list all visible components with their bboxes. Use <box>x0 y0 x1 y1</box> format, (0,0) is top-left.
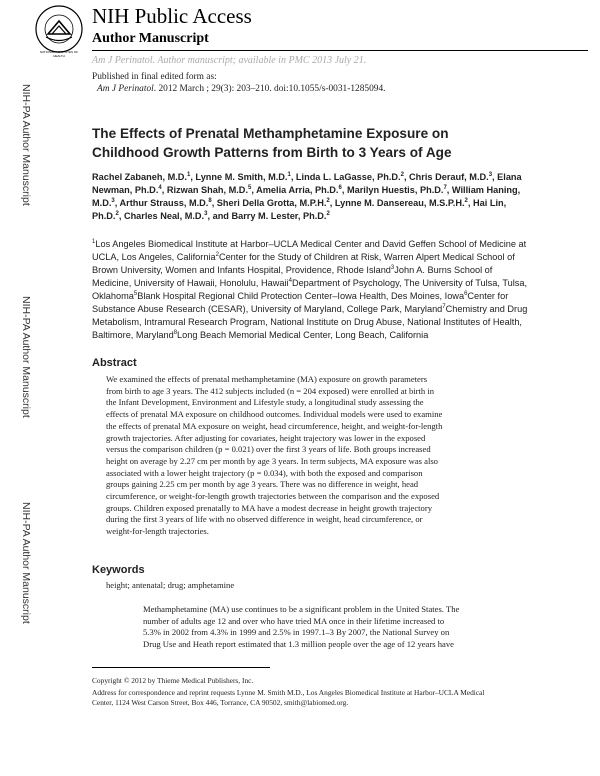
citation-rest: . 2012 March ; 29(3): 203–210. doi:10.1055/s-0031-1285094. <box>153 84 386 94</box>
abstract-line: circumference, or weight-for-length growth trajectories between the comparison and the exposed <box>106 491 440 502</box>
author-name: Sheri Della Grotta, M.P.H. <box>216 198 327 208</box>
abstract-heading: Abstract <box>92 357 137 369</box>
abstract-line: during the first 3 years of life with no observed difference in weight, head circumference, or <box>106 514 423 525</box>
abstract-line: weight-for-length trajectories. <box>106 526 209 537</box>
abstract-text <box>106 374 546 538</box>
author-name: Rachel Zabaneh, M.D. <box>92 172 187 182</box>
sidebar-label-1: NIH-PA Author Manuscript <box>20 84 32 206</box>
citation-journal: Am J Perinatol <box>97 84 154 94</box>
sidebar-label-2: NIH-PA Author Manuscript <box>20 296 32 418</box>
author-affiliation-marker: 7 <box>443 184 447 191</box>
author-affiliation-marker: 1 <box>287 171 291 178</box>
abstract-line: versus the comparison children (p = 0.021) over the first 3 years of life. Both groups increased <box>106 444 431 455</box>
author-name: William Haning, M.D. <box>92 185 521 208</box>
author-affiliation-marker: 2 <box>326 210 330 217</box>
author-affiliation-marker: 8 <box>208 197 212 204</box>
affiliation-marker: 3 <box>390 264 395 271</box>
article-title <box>92 124 452 162</box>
footnote-rule <box>92 667 270 668</box>
abstract-line: associated with a lower height trajectory (p = 0.034), with both the exposed and comparison <box>106 467 423 478</box>
abstract-line: effects of prenatal MA exposure on childhood outcomes. Individual models were used to examine <box>106 409 443 420</box>
affiliation-text: Blank Hospital Regional Child Protection Center–Iowa Health, Des Moines, Iowa <box>137 291 465 301</box>
intro-line: Drug Use and Heath report estimated that 1.3 million people over the age of 12 years have <box>143 639 454 650</box>
author-affiliation-marker: 3 <box>111 197 115 204</box>
header-rule <box>92 50 588 51</box>
abstract-line: the Infant Development, Environment and Lifestyle study, a longitudinal study assessing the <box>106 397 424 408</box>
keywords-heading: Keywords <box>92 564 145 576</box>
affiliation-marker: 5 <box>133 290 138 297</box>
author-name: Linda L. LaGasse, Ph.D. <box>295 172 401 182</box>
abstract-line: We examined the effects of prenatal methamphetamine (MA) exposure on growth parameters <box>106 374 428 384</box>
sidebar-label-3: NIH-PA Author Manuscript <box>20 502 32 624</box>
published-citation <box>97 84 386 94</box>
author-affiliation-marker: 1 <box>186 171 191 178</box>
correspondence-address <box>92 688 592 708</box>
affiliation-marker: 7 <box>442 303 446 310</box>
intro-line: 5.3% in 2002 from 4.3% in 1999 and 2.5% in 1997.1–3 By 2007, the National Survey on <box>143 627 450 638</box>
author-name: Barry M. Lester, Ph.D. <box>231 211 327 221</box>
keywords-text: height; antenatal; drug; amphetamine <box>106 580 235 590</box>
header-title: NIH Public Access <box>92 4 252 28</box>
logo-text: NATIONAL INSTITUTES OF HEALTH <box>39 50 78 58</box>
copyright: Copyright © 2012 by Thieme Medical Publishers, Inc. <box>92 676 254 685</box>
nih-seal-icon <box>34 4 84 54</box>
affiliation-marker: 6 <box>464 290 468 297</box>
affiliation-text: Department of Psychology, The University of Tulsa, Tulsa, Oklahoma <box>92 278 528 301</box>
affiliation-marker: 4 <box>288 277 292 284</box>
author-affiliation-marker: 5 <box>248 184 252 191</box>
author-affiliation-marker: 6 <box>338 184 342 191</box>
author-affiliation-marker: 3 <box>204 210 208 217</box>
author-name: Elana Newman, Ph.D. <box>92 172 522 195</box>
header-subtitle: Author Manuscript <box>92 31 209 46</box>
affiliation-marker: 2 <box>215 251 219 258</box>
abstract-line: the effects of prenatal MA exposure on weight, head circumference, height, and weight-for-length <box>106 420 443 431</box>
author-name: Lynne M. Smith, M.D. <box>195 172 288 182</box>
author-list: Rachel Zabaneh, M.D.$^1$, Lynne M. Smith, M.D.$^1$, Linda L. LaGasse, Ph.D.$^2$, Chris Derauf, M.D.$^3$, Elana Newman, Ph.D.$^4$, Rizwan Shah, M.D.$^5$, Amelia Arria, Ph.D.$^6$, Marilyn Huestis, Ph.D.$^7$, William Haning, M.D.$^3$, Arthur Strauss, M.D.$^8$, Sheri Della Grotta, M.P.H.$^2$, Lynne M. Dansereau, M.S.P.H.$^2$, Hai Lin, Ph.D.$^2$, Charles Neal, M.D.$^3$, and Barry M. Lester, Ph.D.$^2$ <box>92 171 522 221</box>
author-name: Charles Neal, M.D. <box>123 211 205 221</box>
affiliation-text: Center for Substance Abuse Research (CESAR), University of Maryland, College Park, Maryland <box>92 291 509 314</box>
address-line-2: Center, 1124 West Carson Street, Box 446, Torrance, CA 90502, smith@labiomed.org. <box>92 698 349 707</box>
author-affiliation-marker: 4 <box>158 184 162 191</box>
author-name: Rizwan Shah, M.D. <box>166 185 248 195</box>
title-line-1: The Effects of Prenatal Methamphetamine Exposure on <box>92 126 449 141</box>
affiliation-marker: 1 <box>92 238 96 245</box>
address-line-1: Address for correspondence and reprint requests Lynne M. Smith M.D., Los Angeles Biomedical Institute at Harbor–UCLA Medical <box>92 688 485 697</box>
affiliation-list <box>92 238 532 342</box>
affiliation-text: John A. Burns School of Medicine, University of Hawaii, Honolulu, Hawaii <box>92 265 493 288</box>
author-affiliation-marker: 2 <box>400 171 404 178</box>
author-affiliation-marker: 2 <box>326 197 330 204</box>
nih-logo <box>34 4 84 58</box>
author-affiliation-marker: 2 <box>115 210 119 217</box>
abstract-line: height on average by 2.27 cm per month by age 3 years. In term subjects, MA exposure was also <box>106 455 438 466</box>
author-name: Arthur Strauss, M.D. <box>119 198 209 208</box>
author-affiliation-marker: 3 <box>488 171 493 178</box>
published-label: Published in final edited form as: <box>92 72 217 82</box>
author-name: Hai Lin, Ph.D. <box>92 198 507 221</box>
intro-line: Methamphetamine (MA) use continues to be a significant problem in the United States. The <box>143 604 460 614</box>
abstract-line: groups. Children exposed prenatally to MA have a modest decrease in height growth trajectory <box>106 502 432 513</box>
affiliation-text: Los Angeles Biomedical Institute at Harbor–UCLA Medical Center and David Geffen School of Medicine at UCLA, Los Angeles, California <box>92 239 527 262</box>
title-line-2: Childhood Growth Patterns from Birth to 3 Years of Age <box>92 145 452 160</box>
abstract-line: from birth to age 3 years. The 412 subjects included (n = 204 exposed) were enrolled at birth in <box>106 385 435 396</box>
affiliation-text: Center for the Study of Children at Risk, Warren Alpert Medical School of Brown University, Women and Infants Hospital, Providence, Rhode Island <box>92 252 515 275</box>
intro-paragraph <box>143 604 583 651</box>
affiliation-text: Long Beach Memorial Medical Center, Long Beach, California <box>177 330 429 340</box>
author-name: Amelia Arria, Ph.D. <box>256 185 339 195</box>
header-journal-line: Am J Perinatol. Author manuscript; available in PMC 2013 July 21. <box>92 55 367 66</box>
author-affiliation-marker: 2 <box>464 197 468 204</box>
author-name: Lynne M. Dansereau, M.S.P.H. <box>334 198 465 208</box>
author-conjunction: and <box>212 211 229 221</box>
author-name: Chris Derauf, M.D. <box>409 172 489 182</box>
affiliation-text: Chemistry and Drug Metabolism, Intramural Research Program, National Institute on Drug Abuse, National Institutes of Health, Baltimore, Maryland <box>92 304 528 340</box>
author-name: Marilyn Huestis, Ph.D. <box>346 185 444 195</box>
affiliation-marker: 8 <box>173 329 178 336</box>
abstract-line: groups gaining 2.25 cm per month by age 3 years. There was no difference in weight, head <box>106 479 419 490</box>
intro-line: number of adults age 12 and over who have tried MA once in their lifetime increased to <box>143 615 445 626</box>
abstract-line: growth trajectories. After adjusting for covariates, height trajectory was lower in the exposed <box>106 432 426 443</box>
